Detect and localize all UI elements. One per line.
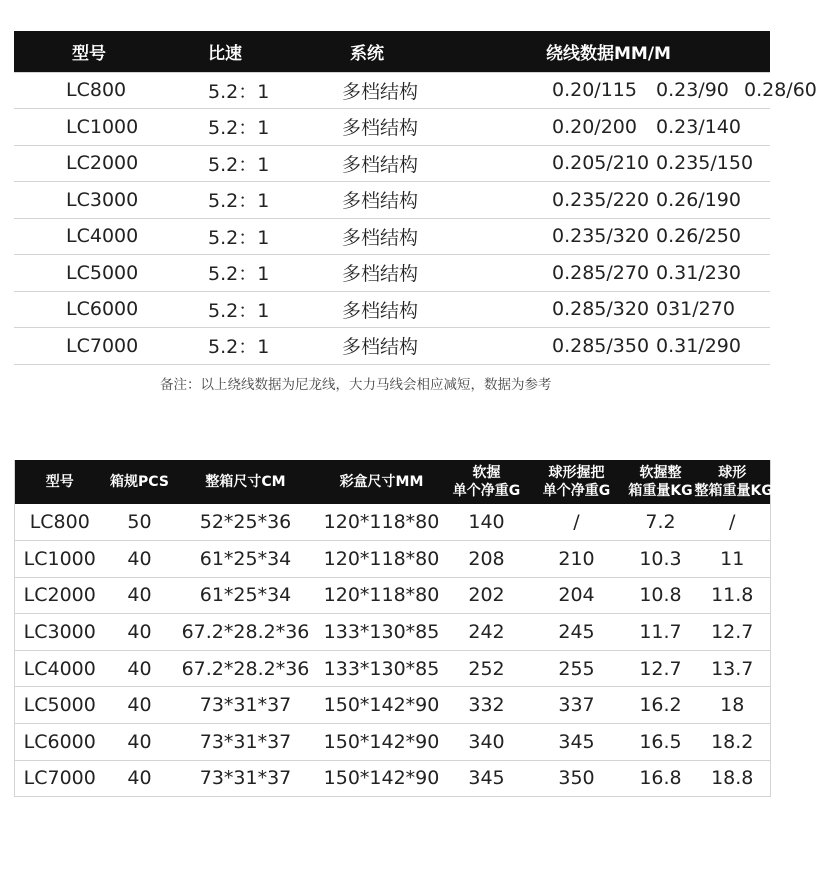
system-cell: 多档结构 xyxy=(342,153,419,176)
speed-ratio-cell: 5.2：1 xyxy=(208,263,270,286)
speed-ratio-cell: 5.2：1 xyxy=(208,153,270,176)
ball-grip-weight-cell: 245 xyxy=(558,621,595,644)
model-cell: LC2000 xyxy=(66,152,139,175)
line-capacity-cell xyxy=(434,182,770,219)
line-capacity-value: 0.235/220 xyxy=(552,188,650,211)
ball-grip-weight-cell: 350 xyxy=(558,767,595,790)
pcs-per-box-cell: 40 xyxy=(127,621,152,644)
table-row xyxy=(14,72,770,109)
model-cell: LC4000 xyxy=(23,657,96,680)
soft-grip-box-weight-cell: 16.2 xyxy=(639,694,682,717)
line-capacity-cell xyxy=(434,291,770,328)
model-cell: LC6000 xyxy=(66,298,139,321)
gift-box-size-cell: 150*142*90 xyxy=(323,730,440,753)
ball-grip-weight-cell: 204 xyxy=(558,584,595,607)
line-capacity-value: 0.28/60 xyxy=(744,79,817,102)
gift-box-size-cell: 120*118*80 xyxy=(323,547,440,570)
packing-header-cell xyxy=(175,460,317,504)
packing-header-cell xyxy=(695,460,771,504)
packing-header-line1: 整箱尺寸CM xyxy=(205,474,286,490)
pcs-per-box-cell: 40 xyxy=(127,657,152,680)
packing-header-cell xyxy=(447,460,527,504)
model-cell: LC1000 xyxy=(66,115,139,138)
carton-size-cell: 73*31*37 xyxy=(199,730,292,753)
soft-grip-box-weight-cell: 16.5 xyxy=(639,730,682,753)
speed-ratio-cell: 5.2：1 xyxy=(208,299,270,322)
soft-grip-weight-cell: 242 xyxy=(468,621,505,644)
speed-ratio-cell: 5.2：1 xyxy=(208,190,270,213)
system-cell: 多档结构 xyxy=(342,117,419,140)
ball-grip-weight-cell: 345 xyxy=(558,730,595,753)
model-cell: LC1000 xyxy=(23,547,96,570)
winding-spec-body xyxy=(14,72,817,364)
soft-grip-weight-cell: 202 xyxy=(468,584,505,607)
pcs-per-box-cell: 40 xyxy=(127,730,152,753)
soft-grip-box-weight-cell: 10.8 xyxy=(639,584,682,607)
model-cell: LC7000 xyxy=(23,767,96,790)
model-cell: LC7000 xyxy=(66,334,139,357)
packing-header-cell xyxy=(627,460,695,504)
soft-grip-weight-cell: 208 xyxy=(468,547,505,570)
line-capacity-value: 031/270 xyxy=(656,298,735,321)
line-capacity-cell xyxy=(434,255,770,292)
soft-grip-box-weight-cell: 12.7 xyxy=(639,657,682,680)
ball-grip-weight-cell: / xyxy=(573,511,580,534)
ball-grip-weight-cell: 337 xyxy=(558,694,595,717)
carton-size-cell: 73*31*37 xyxy=(199,767,292,790)
ball-grip-box-weight-cell: / xyxy=(729,511,736,534)
line-capacity-value: 0.285/350 xyxy=(552,334,650,357)
ball-grip-box-weight-cell: 13.7 xyxy=(711,657,754,680)
carton-size-cell: 67.2*28.2*36 xyxy=(181,621,310,644)
line-capacity-value: 0.31/290 xyxy=(656,334,741,357)
ball-grip-box-weight-cell: 11 xyxy=(720,547,745,570)
system-cell: 多档结构 xyxy=(342,299,419,322)
model-cell: LC3000 xyxy=(23,621,96,644)
line-capacity-value: 0.23/140 xyxy=(656,115,741,138)
gift-box-size-cell: 150*142*90 xyxy=(323,694,440,717)
line-capacity-value: 0.20/115 xyxy=(552,79,637,102)
packing-header-cell xyxy=(317,460,447,504)
soft-grip-weight-cell: 340 xyxy=(468,730,505,753)
soft-grip-box-weight-cell: 7.2 xyxy=(645,511,676,534)
table-row xyxy=(15,541,771,578)
packing-spec-header-row xyxy=(15,460,771,504)
line-capacity-cell xyxy=(434,218,770,255)
ball-grip-box-weight-cell: 18 xyxy=(720,694,745,717)
packing-spec-table xyxy=(14,460,771,797)
gift-box-size-cell: 120*118*80 xyxy=(323,584,440,607)
model-cell: LC4000 xyxy=(66,225,139,248)
header-model: 型号 xyxy=(72,43,106,64)
soft-grip-weight-cell: 332 xyxy=(468,694,505,717)
system-cell: 多档结构 xyxy=(342,80,419,103)
table-row xyxy=(14,291,770,328)
pcs-per-box-cell: 40 xyxy=(127,584,152,607)
model-cell: LC800 xyxy=(66,79,127,102)
packing-header-line1: 软握整 xyxy=(639,465,682,481)
table-row xyxy=(14,328,770,365)
model-cell: LC3000 xyxy=(66,188,139,211)
packing-header-cell xyxy=(527,460,627,504)
line-capacity-cell xyxy=(434,145,770,182)
gift-box-size-cell: 150*142*90 xyxy=(323,767,440,790)
table-row xyxy=(14,218,770,255)
pcs-per-box-cell: 50 xyxy=(127,511,152,534)
speed-ratio-cell: 5.2：1 xyxy=(208,117,270,140)
table-row xyxy=(15,504,771,541)
packing-header-line2: 单个净重G xyxy=(452,483,521,499)
line-capacity-value: 0.235/320 xyxy=(552,225,650,248)
header-line-capacity: 绕线数据MM/M xyxy=(546,43,671,64)
table-row xyxy=(15,650,771,687)
packing-header-line1: 型号 xyxy=(45,474,74,490)
pcs-per-box-cell: 40 xyxy=(127,547,152,570)
table-row xyxy=(15,577,771,614)
line-capacity-value: 0.26/190 xyxy=(656,188,741,211)
table-row xyxy=(15,760,771,797)
soft-grip-box-weight-cell: 10.3 xyxy=(639,547,682,570)
winding-spec-table xyxy=(14,31,817,365)
speed-ratio-cell: 5.2：1 xyxy=(208,80,270,103)
table-row xyxy=(15,614,771,651)
packing-header-line1: 彩盒尺寸MM xyxy=(339,474,424,490)
packing-header-line1: 球形握把 xyxy=(548,465,605,481)
carton-size-cell: 52*25*36 xyxy=(199,511,292,534)
line-capacity-value: 0.235/150 xyxy=(656,152,754,175)
footnote: 备注：以上绕线数据为尼龙线，大力马线会相应减短，数据为参考 xyxy=(160,377,552,393)
packing-header-line2: 整箱重量KG xyxy=(694,483,773,499)
model-cell: LC5000 xyxy=(66,261,139,284)
carton-size-cell: 61*25*34 xyxy=(199,584,292,607)
table-row xyxy=(14,255,770,292)
soft-grip-box-weight-cell: 11.7 xyxy=(639,621,682,644)
line-capacity-value: 0.285/270 xyxy=(552,261,650,284)
header-system: 系统 xyxy=(350,43,384,64)
table-row xyxy=(14,182,770,219)
soft-grip-weight-cell: 140 xyxy=(468,511,505,534)
line-capacity-cell xyxy=(434,72,817,109)
gift-box-size-cell: 120*118*80 xyxy=(323,511,440,534)
line-capacity-value: 0.20/200 xyxy=(552,115,637,138)
carton-size-cell: 61*25*34 xyxy=(199,547,292,570)
ball-grip-box-weight-cell: 11.8 xyxy=(711,584,754,607)
line-capacity-value: 0.285/320 xyxy=(552,298,650,321)
model-cell: LC5000 xyxy=(23,694,96,717)
table-row xyxy=(14,109,770,146)
pcs-per-box-cell: 40 xyxy=(127,694,152,717)
soft-grip-weight-cell: 345 xyxy=(468,767,505,790)
speed-ratio-cell: 5.2：1 xyxy=(208,336,270,359)
table-row xyxy=(15,687,771,724)
ball-grip-weight-cell: 255 xyxy=(558,657,595,680)
table-row xyxy=(15,724,771,761)
line-capacity-value: 0.26/250 xyxy=(656,225,741,248)
model-cell: LC800 xyxy=(29,511,90,534)
system-cell: 多档结构 xyxy=(342,190,419,213)
packing-header-line1: 软握 xyxy=(472,465,501,481)
winding-spec-header-row xyxy=(14,31,770,72)
packing-header-line1: 球形 xyxy=(718,465,747,481)
soft-grip-box-weight-cell: 16.8 xyxy=(639,767,682,790)
ball-grip-weight-cell: 210 xyxy=(558,547,595,570)
packing-header-cell xyxy=(105,460,175,504)
soft-grip-weight-cell: 252 xyxy=(468,657,505,680)
packing-header-line2: 单个净重G xyxy=(542,483,611,499)
carton-size-cell: 67.2*28.2*36 xyxy=(181,657,310,680)
line-capacity-value: 0.205/210 xyxy=(552,152,650,175)
pcs-per-box-cell: 40 xyxy=(127,767,152,790)
packing-header-line1: 箱规PCS xyxy=(110,474,169,490)
header-speed-ratio: 比速 xyxy=(208,43,242,64)
carton-size-cell: 73*31*37 xyxy=(199,694,292,717)
ball-grip-box-weight-cell: 18.2 xyxy=(711,730,754,753)
gift-box-size-cell: 133*130*85 xyxy=(323,621,440,644)
packing-header-line2: 箱重量KG xyxy=(628,483,693,499)
line-capacity-value: 0.23/90 xyxy=(656,79,729,102)
model-cell: LC2000 xyxy=(23,584,96,607)
ball-grip-box-weight-cell: 12.7 xyxy=(711,621,754,644)
system-cell: 多档结构 xyxy=(342,263,419,286)
speed-ratio-cell: 5.2：1 xyxy=(208,226,270,249)
model-cell: LC6000 xyxy=(23,730,96,753)
system-cell: 多档结构 xyxy=(342,336,419,359)
gift-box-size-cell: 133*130*85 xyxy=(323,657,440,680)
table-row xyxy=(14,145,770,182)
line-capacity-cell xyxy=(434,328,770,365)
line-capacity-value: 0.31/230 xyxy=(656,261,741,284)
system-cell: 多档结构 xyxy=(342,226,419,249)
packing-spec-body xyxy=(15,504,771,797)
line-capacity-cell xyxy=(434,109,770,146)
packing-header-cell xyxy=(15,460,105,504)
ball-grip-box-weight-cell: 18.8 xyxy=(711,767,754,790)
